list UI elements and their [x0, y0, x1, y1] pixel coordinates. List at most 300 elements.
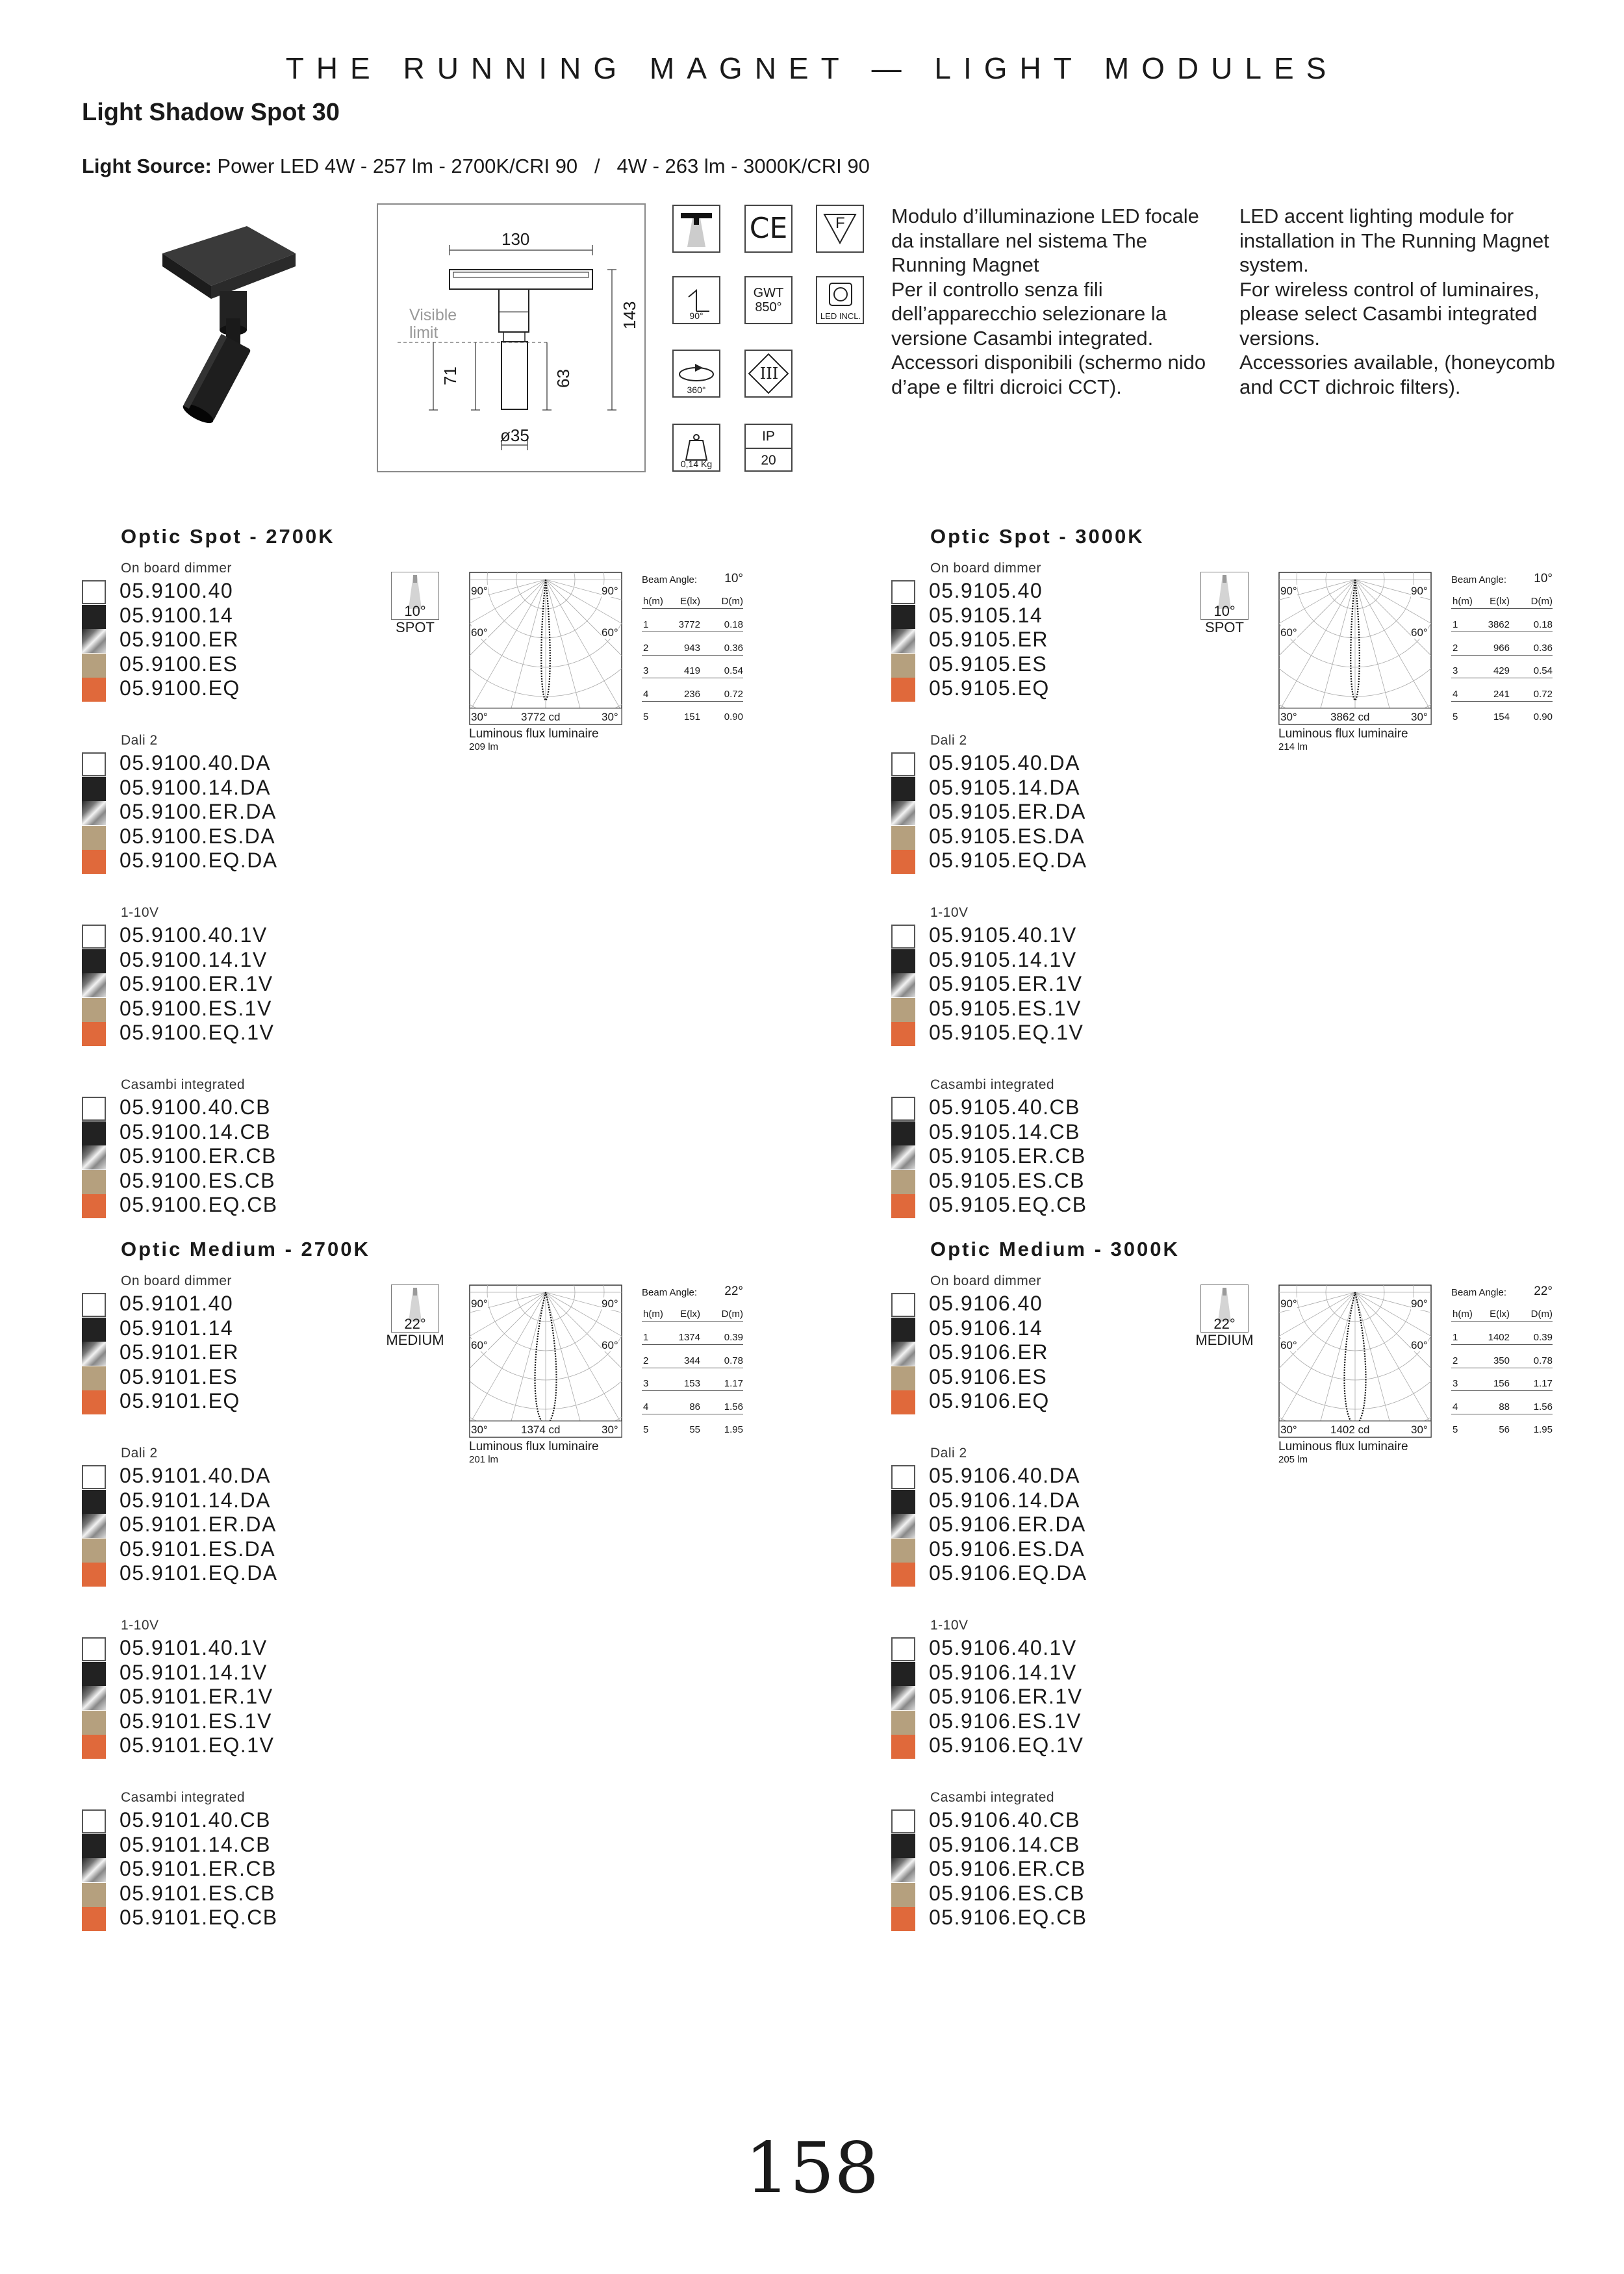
table-cell: 0.90	[724, 711, 743, 722]
product-photo	[149, 214, 318, 429]
article-code: 05.9105.EQ	[929, 676, 1050, 700]
finish-swatch-chrome	[891, 1858, 915, 1882]
finish-swatch-white	[891, 925, 915, 949]
finish-swatch-black	[891, 1490, 915, 1514]
finish-swatch-sand	[891, 1539, 915, 1563]
finish-swatch-white	[82, 580, 106, 604]
table-row	[642, 707, 743, 724]
tilt-caption: 90°	[689, 311, 704, 321]
polar-label-60-left: 60°	[471, 626, 488, 639]
polar-label-30-right: 30°	[1411, 711, 1428, 723]
table-cell: 1.95	[1533, 1424, 1553, 1435]
article-code: 05.9105.EQ.DA	[929, 849, 1087, 873]
control-group-title: Dali 2	[121, 733, 158, 748]
polar-label-60-right: 60°	[1411, 1339, 1428, 1351]
table-row	[642, 684, 743, 702]
dim-width: 130	[501, 229, 530, 249]
polar-label-90-right: 90°	[602, 585, 618, 597]
article-code: 05.9105.ES.1V	[929, 996, 1082, 1020]
polar-label-90-left: 90°	[471, 1297, 488, 1310]
article-code: 05.9101.ES.DA	[120, 1537, 276, 1561]
article-code: 05.9106.ER.DA	[929, 1513, 1086, 1537]
polar-label-90-right: 90°	[602, 1297, 618, 1310]
table-cell: 0.18	[724, 619, 743, 630]
finish-swatch-black	[82, 1121, 106, 1145]
table-row	[1451, 707, 1553, 724]
table-cell: 2	[643, 642, 649, 654]
finish-swatch-sand	[82, 1711, 106, 1735]
description-english	[1239, 204, 1555, 399]
finish-swatch-black	[891, 1834, 915, 1858]
table-cell: 5	[643, 1424, 649, 1435]
table-cell: 0.90	[1533, 711, 1553, 722]
light-source	[82, 155, 870, 178]
article-code: 05.9106.40.DA	[929, 1464, 1080, 1487]
table-cell: 56	[1499, 1424, 1510, 1435]
finish-swatch-orange	[82, 850, 106, 874]
finish-swatch-orange	[891, 1735, 915, 1759]
polar-label-90-left: 90°	[1280, 585, 1297, 597]
light-source-label: Light Source:	[82, 155, 212, 177]
table-header-d: D(m)	[721, 1309, 743, 1320]
table-cell: 0.39	[724, 1332, 743, 1343]
visible-limit-label	[409, 307, 457, 342]
finish-swatch-orange	[82, 1022, 106, 1046]
table-cell: 1.95	[724, 1424, 743, 1435]
table-cell: 1	[1453, 1332, 1458, 1343]
table-cell: 3862	[1488, 619, 1510, 630]
finish-swatch-white	[891, 1809, 915, 1833]
article-code: 05.9100.EQ.DA	[120, 849, 278, 873]
finish-swatch-chrome	[891, 1514, 915, 1538]
section-title: Optic Spot - 3000K	[930, 525, 1145, 548]
description-line: LED accent lighting module for	[1239, 205, 1514, 227]
table-cell: 1	[643, 1332, 649, 1343]
control-group-title: On board dimmer	[121, 1273, 232, 1288]
finish-swatch-black	[891, 1121, 915, 1145]
description-line: For wireless control of luminaires,	[1239, 277, 1540, 301]
article-code: 05.9105.EQ.1V	[929, 1021, 1084, 1045]
beam-type-name: SPOT	[396, 619, 435, 635]
polar-label-60-left: 60°	[1280, 626, 1297, 639]
article-code: 05.9101.40.DA	[120, 1464, 271, 1487]
surface-mount-icon	[672, 205, 720, 253]
description-line: Running Magnet	[891, 253, 1039, 276]
article-code: 05.9100.14.1V	[120, 947, 268, 971]
finish-swatch-chrome	[82, 1145, 106, 1169]
polar-label-30-left: 30°	[1280, 1424, 1297, 1436]
table-cell: 153	[683, 1378, 700, 1389]
article-code: 05.9105.EQ.CB	[929, 1193, 1087, 1217]
beam-type-name: MEDIUM	[1195, 1332, 1254, 1348]
finish-swatch-white	[891, 1293, 915, 1317]
finish-swatch-orange	[891, 678, 915, 702]
article-code: 05.9101.ES	[120, 1364, 238, 1388]
finish-swatch-sand	[891, 1366, 915, 1390]
beam-angle-value: 22°	[1213, 1316, 1236, 1332]
article-code: 05.9105.ER.CB	[929, 1144, 1086, 1168]
table-cell: 0.72	[724, 688, 743, 700]
table-cell: 344	[683, 1355, 700, 1366]
polar-label-90-right: 90°	[1411, 1297, 1428, 1310]
polar-label-90-right: 90°	[1411, 585, 1428, 597]
finish-swatch-chrome	[891, 801, 915, 825]
description-line: da installare nel sistema The	[891, 229, 1148, 252]
polar-diagram	[469, 1284, 622, 1438]
finish-swatch-black	[891, 1662, 915, 1686]
luminous-flux	[469, 1440, 599, 1466]
table-cell: 241	[1493, 688, 1510, 700]
control-group-title: On board dimmer	[930, 1273, 1041, 1288]
table-cell: 151	[683, 711, 700, 722]
polar-label-30-right: 30°	[602, 1424, 618, 1436]
table-cell: 154	[1493, 711, 1510, 722]
article-code: 05.9106.ES.CB	[929, 1881, 1085, 1905]
article-code: 05.9101.ES.CB	[120, 1881, 276, 1905]
polar-peak-intensity: 3862 cd	[1330, 711, 1370, 723]
beam-angle-value: 10°	[724, 572, 743, 585]
luminous-flux-label: Luminous flux luminaire	[1278, 727, 1408, 741]
finish-swatch-orange	[891, 1907, 915, 1931]
luminous-flux-value: 214 lm	[1278, 741, 1308, 752]
table-header-e: E(lx)	[1490, 596, 1510, 607]
article-code: 05.9106.ES.DA	[929, 1537, 1085, 1561]
beam-angle-value: 10°	[1213, 603, 1236, 619]
section-title: Optic Spot - 2700K	[121, 525, 335, 548]
finish-swatch-chrome	[891, 973, 915, 997]
table-cell: 1	[643, 619, 649, 630]
table-cell: 4	[643, 688, 649, 700]
polar-label-60-right: 60°	[602, 1339, 618, 1351]
table-header-e: E(lx)	[680, 596, 700, 607]
finish-swatch-chrome	[82, 1514, 106, 1538]
article-code: 05.9105.40	[929, 579, 1043, 602]
beam-angle-value: 22°	[404, 1316, 426, 1332]
finish-swatch-orange	[82, 1194, 106, 1218]
table-cell: 0.36	[1533, 642, 1553, 654]
article-code: 05.9106.ES	[929, 1364, 1048, 1388]
table-row	[1451, 1420, 1553, 1437]
luminous-flux-label: Luminous flux luminaire	[469, 1440, 599, 1453]
article-code: 05.9101.EQ	[120, 1389, 240, 1413]
table-cell: 1374	[678, 1332, 700, 1343]
article-code: 05.9105.40.1V	[929, 923, 1077, 947]
article-code: 05.9100.14.CB	[120, 1119, 271, 1143]
beam-angle-label: Beam Angle:	[642, 1287, 698, 1298]
article-code: 05.9100.ES.1V	[120, 996, 272, 1020]
table-cell: 5	[1453, 711, 1458, 722]
luminous-flux-value: 201 lm	[469, 1454, 499, 1465]
finish-swatch-orange	[82, 1735, 106, 1759]
table-header-row	[642, 591, 743, 609]
table-cell: 4	[1453, 688, 1458, 700]
finish-swatch-black	[82, 605, 106, 629]
finish-swatch-black	[82, 1662, 106, 1686]
table-cell: 0.54	[724, 665, 743, 676]
table-row	[642, 1373, 743, 1391]
finish-swatch-chrome	[82, 629, 106, 653]
table-header-h: h(m)	[1453, 1309, 1473, 1320]
description-line: system.	[1239, 253, 1309, 276]
polar-peak-intensity: 1402 cd	[1330, 1424, 1370, 1436]
finish-swatch-orange	[891, 1194, 915, 1218]
table-cell: 1.17	[1533, 1378, 1553, 1389]
article-code: 05.9106.EQ	[929, 1389, 1050, 1413]
dim-height: 143	[620, 301, 639, 329]
article-code: 05.9101.14	[120, 1316, 234, 1340]
table-header-row	[1451, 591, 1553, 609]
article-code: 05.9101.EQ.DA	[120, 1561, 278, 1585]
article-code: 05.9100.ER.CB	[120, 1144, 277, 1168]
f-mark-letter: F	[835, 214, 845, 232]
table-cell: 0.36	[724, 642, 743, 654]
beam-angle-label	[386, 1316, 444, 1348]
rotate-caption: 360°	[687, 385, 706, 395]
finish-swatch-chrome	[82, 1858, 106, 1882]
finish-swatch-black	[82, 1490, 106, 1514]
article-code: 05.9100.14.DA	[120, 775, 271, 799]
photometric-table	[642, 1284, 743, 1434]
article-code: 05.9106.ER.CB	[929, 1857, 1086, 1881]
article-code: 05.9100.EQ.CB	[120, 1193, 278, 1217]
table-cell: 0.78	[1533, 1355, 1553, 1366]
finish-swatch-black	[891, 1318, 915, 1342]
finish-swatch-black	[82, 777, 106, 801]
section-title: Optic Medium - 2700K	[121, 1238, 370, 1260]
luminous-flux-value: 209 lm	[469, 741, 499, 752]
table-cell: 3	[1453, 665, 1458, 676]
article-code: 05.9100.40	[120, 579, 234, 602]
article-code: 05.9106.EQ.DA	[929, 1561, 1087, 1585]
table-cell: 4	[643, 1401, 649, 1412]
control-group-title: Casambi integrated	[121, 1790, 246, 1805]
finish-swatch-black	[891, 605, 915, 629]
description-line: versions.	[1239, 326, 1321, 350]
finish-swatch-sand	[891, 1883, 915, 1907]
control-group-title: On board dimmer	[930, 561, 1041, 576]
finish-swatch-orange	[891, 1563, 915, 1587]
finish-swatch-sand	[82, 826, 106, 850]
article-code: 05.9106.14.CB	[929, 1832, 1080, 1856]
finish-swatch-orange	[891, 1022, 915, 1046]
polar-label-60-left: 60°	[1280, 1339, 1297, 1351]
article-code: 05.9105.14.CB	[929, 1119, 1080, 1143]
finish-swatch-white	[82, 1465, 106, 1489]
control-group-title: 1-10V	[930, 1618, 969, 1633]
polar-label-60-right: 60°	[602, 626, 618, 639]
luminous-flux	[1278, 1440, 1408, 1466]
table-header-row	[1451, 1304, 1553, 1322]
description-italian	[891, 204, 1206, 399]
finish-swatch-sand	[82, 654, 106, 678]
beam-angle-label	[1195, 603, 1254, 635]
control-group-title: Casambi integrated	[930, 1790, 1055, 1805]
article-code: 05.9106.40.CB	[929, 1808, 1080, 1832]
polar-diagram	[1278, 572, 1432, 725]
article-code: 05.9100.EQ	[120, 676, 240, 700]
article-code: 05.9105.14.1V	[929, 947, 1077, 971]
finish-swatch-white	[82, 925, 106, 949]
table-cell: 0.78	[724, 1355, 743, 1366]
description-line: Modulo d’illuminazione LED focale	[891, 205, 1199, 227]
table-row	[1451, 638, 1553, 656]
beam-angle-value: 22°	[724, 1284, 743, 1298]
finish-swatch-white	[82, 1637, 106, 1661]
article-code: 05.9105.14.DA	[929, 775, 1080, 799]
polar-peak-intensity: 3772 cd	[521, 711, 561, 723]
description-line: and CCT dichroic filters).	[1239, 375, 1461, 398]
dim-diameter: ø35	[500, 426, 529, 445]
light-source-value: Power LED 4W - 257 lm - 2700K/CRI 90 / 4W - 263 lm - 3000K/CRI 90	[211, 155, 870, 177]
finish-swatch-white	[82, 1809, 106, 1833]
finish-swatch-orange	[891, 1390, 915, 1414]
finish-swatch-sand	[891, 654, 915, 678]
table-cell: 5	[1453, 1424, 1458, 1435]
article-code: 05.9106.ER.1V	[929, 1685, 1083, 1709]
polar-label-90-left: 90°	[471, 585, 488, 597]
article-code: 05.9100.ER.DA	[120, 800, 277, 824]
page-number: 158	[744, 2128, 880, 2209]
finish-swatch-sand	[82, 1539, 106, 1563]
table-cell: 1.56	[1533, 1401, 1553, 1412]
article-code: 05.9101.40.1V	[120, 1636, 268, 1659]
control-group-title: Casambi integrated	[930, 1077, 1055, 1092]
finish-swatch-sand	[891, 1170, 915, 1194]
beam-angle-value: 22°	[1534, 1284, 1553, 1298]
polar-label-90-left: 90°	[1280, 1297, 1297, 1310]
table-cell: 429	[1493, 665, 1510, 676]
table-cell: 966	[1493, 642, 1510, 654]
table-cell: 0.72	[1533, 688, 1553, 700]
table-cell: 236	[683, 688, 700, 700]
luminous-flux-value: 205 lm	[1278, 1454, 1308, 1465]
finish-swatch-chrome	[82, 1686, 106, 1710]
finish-swatch-orange	[891, 850, 915, 874]
table-cell: 1.56	[724, 1401, 743, 1412]
table-cell: 5	[643, 711, 649, 722]
ip-value: 20	[761, 453, 776, 468]
article-code: 05.9105.ER	[929, 628, 1049, 652]
photometric-table	[642, 572, 743, 721]
table-header-d: D(m)	[721, 596, 743, 607]
led-incl-icon	[816, 276, 864, 324]
finish-swatch-chrome	[891, 629, 915, 653]
table-cell: 1.17	[724, 1378, 743, 1389]
table-cell: 419	[683, 665, 700, 676]
article-code: 05.9106.14	[929, 1316, 1043, 1340]
article-code: 05.9106.40	[929, 1292, 1043, 1315]
finish-swatch-chrome	[891, 1686, 915, 1710]
control-group-title: Dali 2	[930, 1446, 967, 1461]
table-cell: 350	[1493, 1355, 1510, 1366]
visible-limit-line-2: limit	[409, 324, 438, 342]
polar-label-60-left: 60°	[471, 1339, 488, 1351]
beam-type-name: SPOT	[1205, 619, 1244, 635]
finish-swatch-orange	[82, 1563, 106, 1587]
description-line: installation in The Running Magnet	[1239, 229, 1549, 252]
finish-swatch-orange	[82, 1907, 106, 1931]
table-header-h: h(m)	[643, 1309, 663, 1320]
table-row	[1451, 1351, 1553, 1368]
finish-swatch-orange	[82, 678, 106, 702]
beam-angle-label: Beam Angle:	[1451, 1287, 1507, 1298]
ip-rating-box	[744, 424, 793, 472]
table-cell: 2	[1453, 1355, 1458, 1366]
section-title: Optic Medium - 3000K	[930, 1238, 1180, 1260]
table-header-row	[642, 1304, 743, 1322]
article-code: 05.9101.40.CB	[120, 1808, 271, 1832]
luminous-flux	[469, 728, 599, 754]
table-header-h: h(m)	[643, 596, 663, 607]
table-row	[1451, 1397, 1553, 1414]
photometric-table	[1451, 1284, 1553, 1434]
table-row	[642, 1327, 743, 1345]
finish-swatch-sand	[891, 998, 915, 1022]
gwt-icon: GWT 850°	[744, 276, 793, 324]
polar-peak-intensity: 1374 cd	[521, 1424, 561, 1436]
table-cell: 3772	[678, 619, 700, 630]
table-header-e: E(lx)	[1490, 1309, 1510, 1320]
table-row	[1451, 684, 1553, 702]
finish-swatch-black	[82, 1834, 106, 1858]
article-code: 05.9106.ER	[929, 1340, 1049, 1364]
article-code: 05.9100.EQ.1V	[120, 1021, 275, 1045]
photometric-table	[1451, 572, 1553, 721]
beam-type-name: MEDIUM	[386, 1332, 444, 1348]
article-code: 05.9105.ER.DA	[929, 800, 1086, 824]
finish-swatch-white	[891, 752, 915, 776]
table-row	[642, 1420, 743, 1437]
class-iii-label: III	[759, 364, 779, 383]
article-code: 05.9105.ER.1V	[929, 972, 1083, 996]
finish-swatch-white	[891, 1465, 915, 1489]
article-code: 05.9105.ES.CB	[929, 1168, 1085, 1192]
article-code: 05.9101.EQ.CB	[120, 1906, 278, 1930]
article-code: 05.9100.ES	[120, 652, 238, 676]
control-group-title: 1-10V	[121, 1618, 159, 1633]
polar-label-30-left: 30°	[471, 1424, 488, 1436]
article-code: 05.9100.14	[120, 603, 234, 627]
table-cell: 3	[643, 1378, 649, 1389]
finish-swatch-sand	[82, 998, 106, 1022]
finish-swatch-white	[891, 1097, 915, 1121]
article-code: 05.9106.14.DA	[929, 1488, 1080, 1512]
table-cell: 0.54	[1533, 665, 1553, 676]
table-cell: 55	[689, 1424, 700, 1435]
ce-mark-icon: CE	[744, 205, 793, 253]
article-code: 05.9106.40.1V	[929, 1636, 1077, 1659]
beam-angle-label	[1195, 1316, 1254, 1348]
article-code: 05.9100.ER.1V	[120, 972, 273, 996]
table-row	[1451, 1373, 1553, 1391]
polar-label-60-right: 60°	[1411, 626, 1428, 639]
article-code: 05.9101.14.DA	[120, 1488, 271, 1512]
finish-swatch-white	[82, 1097, 106, 1121]
finish-swatch-sand	[82, 1883, 106, 1907]
control-group-title: Dali 2	[121, 1446, 158, 1461]
article-code: 05.9100.ES.CB	[120, 1168, 276, 1192]
table-cell: 3	[643, 665, 649, 676]
finish-swatch-black	[891, 949, 915, 973]
description-line: Accessori disponibili (schermo nido	[891, 351, 1206, 374]
finish-swatch-black	[82, 1318, 106, 1342]
polar-label-30-right: 30°	[1411, 1424, 1428, 1436]
polar-label-30-right: 30°	[602, 711, 618, 723]
catalog-title: THE RUNNING MAGNET — LIGHT MODULES	[285, 51, 1339, 85]
table-header-e: E(lx)	[680, 1309, 700, 1320]
product-name: Light Shadow Spot 30	[82, 99, 340, 126]
article-code: 05.9101.14.CB	[120, 1832, 271, 1856]
